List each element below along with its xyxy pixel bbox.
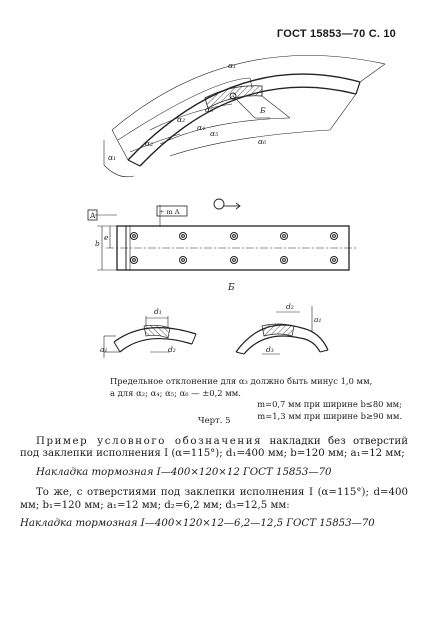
dim-label-b: b	[95, 239, 100, 248]
dim-label-d3: d₃	[266, 345, 274, 354]
designation-2: Накладка тормозная I—400×120×12—6,2—12,5 ГОСТ 15853—70	[20, 518, 375, 530]
note-line: m=1,3 мм при ширине b≥90 мм.	[257, 410, 402, 421]
arc-lining-view	[104, 55, 385, 176]
arc-label-alpha6: α₆	[258, 137, 267, 146]
example-paragraph-1	[20, 436, 408, 461]
dim-label-e: e	[104, 233, 109, 242]
arc-label-alpha1-left: α₁	[108, 153, 117, 162]
arc-label-alpha4: α₄	[197, 123, 206, 132]
designation-example	[20, 436, 408, 530]
dim-label-d2-left: d₂	[168, 345, 176, 354]
section-right	[236, 306, 328, 354]
datum-label: A	[90, 211, 96, 220]
figure-caption: Черт. 5	[198, 416, 231, 426]
example-intro: Пример условного обозначения	[36, 436, 263, 447]
tolerance-label: ÷ m A	[159, 208, 180, 216]
arc-label-alpha3: α₃	[205, 105, 214, 114]
arc-label-alpha2: α₂	[177, 115, 186, 124]
dim-label-d1: d₁	[154, 307, 162, 316]
section-left	[104, 316, 196, 358]
dim-label-d2-right: d₂	[286, 302, 294, 311]
example-paragraph-2: То же, с отверстиями под заклепки исполнения I (α=115°); d=400 мм; b₁=120 мм; a₁=12 мм; d₂=6,2 мм; d₃=12,5 мм:	[20, 487, 408, 511]
arc-label-alpha1: α₁	[228, 61, 237, 70]
note-line: m=0,7 мм при ширине b≤80 мм;	[257, 399, 402, 410]
drawing-notes	[110, 376, 410, 422]
arc-label-alpha5: α₅	[210, 129, 219, 138]
designation-1: Накладка тормозная I—400×120×12 ГОСТ 15853—70	[36, 466, 332, 478]
view-label: Б	[260, 106, 266, 115]
page-header: ГОСТ 15853—70 С. 10	[276, 28, 396, 40]
view-arrow-icon	[214, 199, 240, 209]
arc-label-alpha2-left: α₂	[145, 139, 154, 148]
dim-label-a-left: a₁	[100, 345, 108, 354]
section-label: Б	[228, 283, 235, 293]
note-line: Предельное отклонение для α₃ должно быть минус 1,0 мм,	[110, 376, 373, 386]
example-text-1: накладки без отверстий под заклепки исполнения I (α=115°); d₁=400 мм; b=120 мм; a₁=12 мм;	[20, 436, 408, 460]
dim-label-a-right: a₁	[314, 315, 322, 324]
note-line: а для α₂; α₄; α₅; α₆ — ±0,2 мм.	[110, 387, 241, 398]
